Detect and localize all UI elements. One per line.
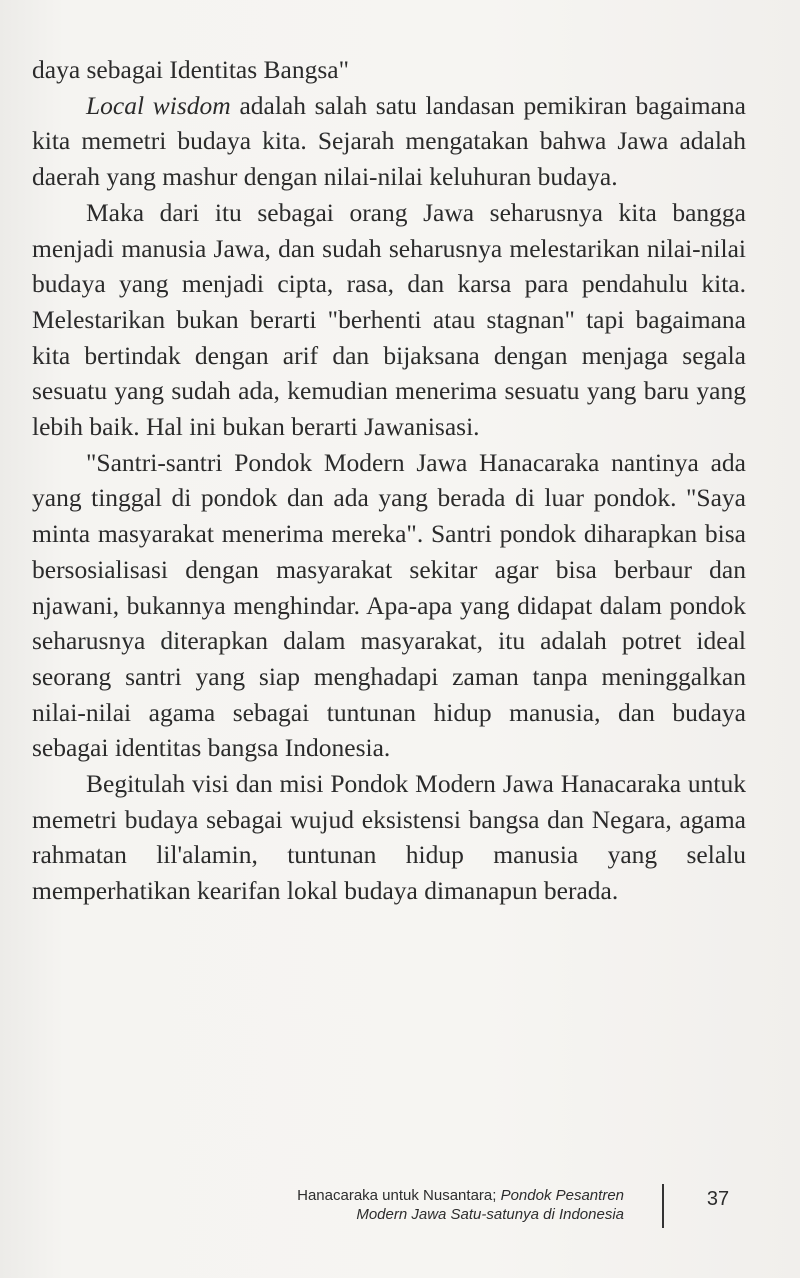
local-wisdom-term: Local wisdom	[86, 90, 231, 120]
running-title-line-1	[297, 1186, 624, 1205]
running-title-line-2: Modern Jawa Satu-satunya di Indonesia	[356, 1206, 624, 1223]
paragraph-2-text: adalah salah satu landasan pemikiran bagaimana kita memetri budaya kita. Sejarah mengatakan bahwa Jawa adalah daerah yang mashur dengan nilai-nilai keluhuran budaya.	[32, 90, 746, 192]
body-text	[32, 52, 746, 909]
running-title	[297, 1186, 624, 1224]
footer-divider	[662, 1184, 664, 1228]
paragraph-2	[32, 88, 746, 195]
paragraph-1: daya sebagai Identitas Bangsa"	[32, 55, 350, 84]
paragraph-3: Maka dari itu sebagai orang Jawa seharusnya kita bangga menjadi manusia Jawa, dan sudah seharusnya melestarikan nilai-nilai budaya yang menjadi cipta, rasa, dan karsa para pendahulu kita. Melestarikan bukan berarti "berhenti atau stagnan" tapi bagaimana kita bertindak dengan arif dan bijaksana dengan menjaga segala sesuatu yang sudah ada, kemudian menerima sesuatu yang baru yang lebih baik. Hal ini bukan berarti Jawanisasi.	[32, 197, 746, 442]
paragraph-5: Begitulah visi dan misi Pondok Modern Jawa Hanacaraka untuk memetri budaya sebagai wujud eksistensi bangsa dan Negara, agama rahmatan lil'alamin, tuntunan hidup manusia yang selalu memperhatikan kearifan lokal budaya dimanapun berada.	[32, 769, 746, 906]
running-title-chapter-a: Pondok Pesantren	[500, 1187, 624, 1204]
page-footer	[297, 1186, 748, 1230]
paragraph-4: "Santri-santri Pondok Modern Jawa Hanacaraka nantinya ada yang tinggal di pondok dan ada yang berada di luar pondok. "Saya minta masyarakat menerima mereka". Santri pondok diharapkan bisa bersosialisasi dengan masyarakat sekitar agar bisa berbaur dan njawani, bukannya menghindar. Apa-apa yang didapat dalam pondok seharusnya diterapkan dalam masyarakat, itu adalah potret ideal seorang santri yang siap menghadapi zaman tanpa meninggalkan nilai-nilai agama sebagai tuntunan hidup manusia, dan budaya sebagai identitas bangsa Indonesia.	[32, 447, 746, 763]
page-number: 37	[706, 1188, 730, 1210]
running-title-book: Hanacaraka untuk Nusantara;	[297, 1187, 501, 1204]
